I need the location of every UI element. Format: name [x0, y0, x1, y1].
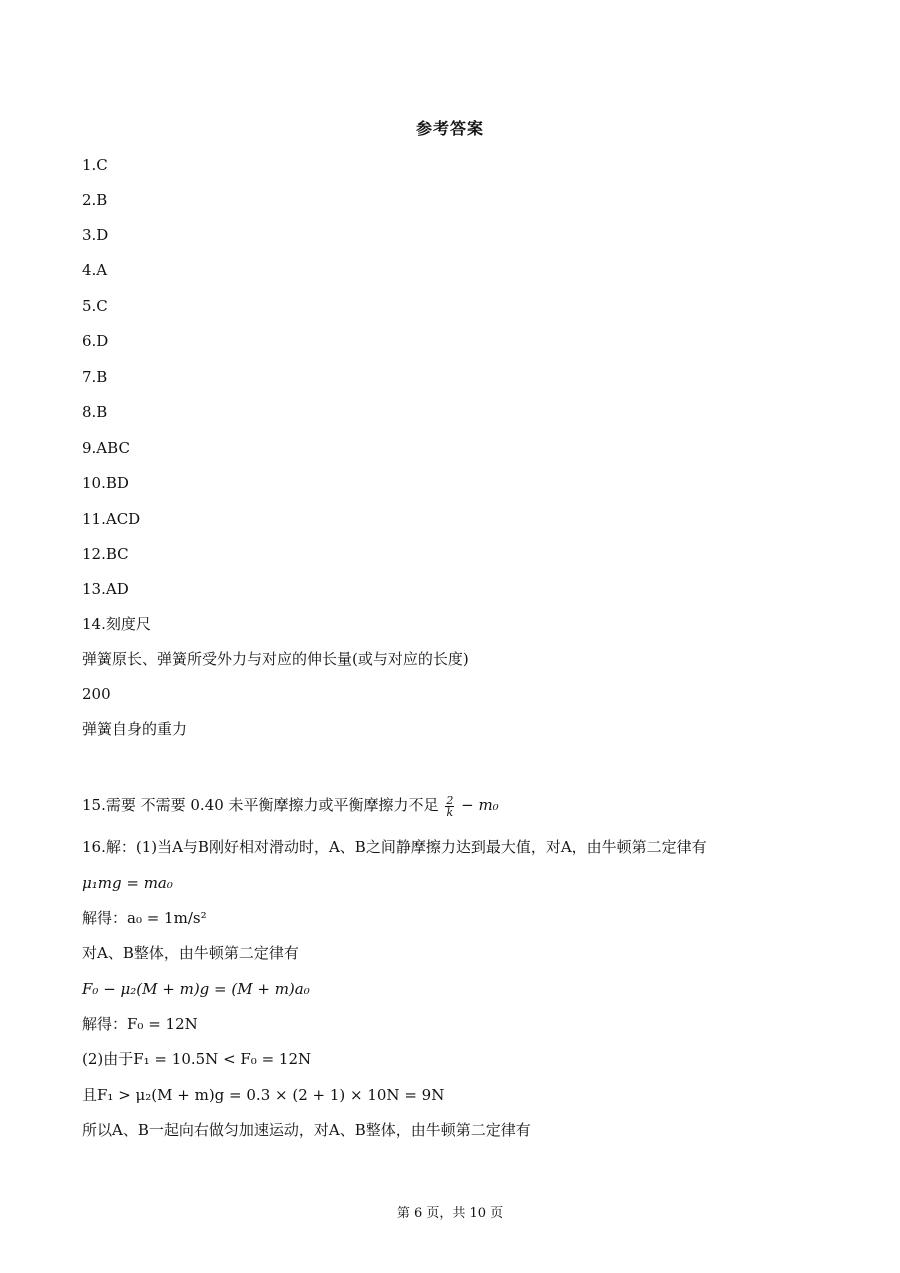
- q16-line5: F₀ − μ₂(M + m)g = (M + m)a₀: [82, 980, 310, 998]
- q14-line3: 200: [82, 685, 111, 703]
- q16-line8: 且F₁ > μ₂(M + m)g = 0.3 × (2 + 1) × 10N = 9N: [82, 1086, 445, 1104]
- q15-frac-den: k: [446, 805, 454, 819]
- q16-line2: μ₁mg = ma₀: [82, 874, 173, 892]
- answer-11: 11.ACD: [82, 510, 141, 528]
- q16-line6: 解得：F₀ = 12N: [82, 1015, 198, 1033]
- q15-suffix: − m₀: [461, 796, 499, 814]
- answer-7: 7.B: [82, 368, 108, 386]
- q14-line1: 14.刻度尺: [82, 615, 151, 633]
- answer-8: 8.B: [82, 403, 108, 421]
- q14-line4: 弹簧自身的重力: [82, 720, 188, 738]
- answer-1: 1.C: [82, 156, 108, 174]
- answer-5: 5.C: [82, 297, 108, 315]
- q16-line4: 对A、B整体，由牛顿第二定律有: [82, 944, 299, 962]
- answer-13: 13.AD: [82, 580, 129, 598]
- q15-line: [82, 794, 499, 818]
- answer-12: 12.BC: [82, 545, 129, 563]
- q16-line3: 解得：a₀ = 1m/s²: [82, 909, 207, 927]
- answer-2: 2.B: [82, 191, 108, 209]
- page-title: 参考答案: [415, 119, 484, 138]
- q15-frac-num: 2: [446, 793, 454, 807]
- answer-6: 6.D: [82, 332, 109, 350]
- q14-line2: 弹簧原长、弹簧所受外力与对应的伸长量(或与对应的长度): [82, 650, 469, 668]
- q16-line9: 所以A、B一起向右做匀加速运动，对A、B整体，由牛顿第二定律有: [82, 1121, 531, 1139]
- q15-fraction: [445, 795, 454, 818]
- answer-9: 9.ABC: [82, 439, 130, 457]
- q15-prefix: 15.需要 不需要 0.40 未平衡摩擦力或平衡摩擦力不足: [82, 796, 439, 814]
- page-footer: 第 6 页，共 10 页: [396, 1206, 504, 1221]
- q16-line1: 16.解：(1)当A与B刚好相对滑动时，A、B之间静摩擦力达到最大值，对A，由牛顿第二定律有: [82, 838, 707, 856]
- q16-line7: (2)由于F₁ = 10.5N < F₀ = 12N: [82, 1050, 312, 1068]
- answer-3: 3.D: [82, 226, 109, 244]
- answer-10: 10.BD: [82, 474, 129, 492]
- answer-4: 4.A: [82, 261, 108, 279]
